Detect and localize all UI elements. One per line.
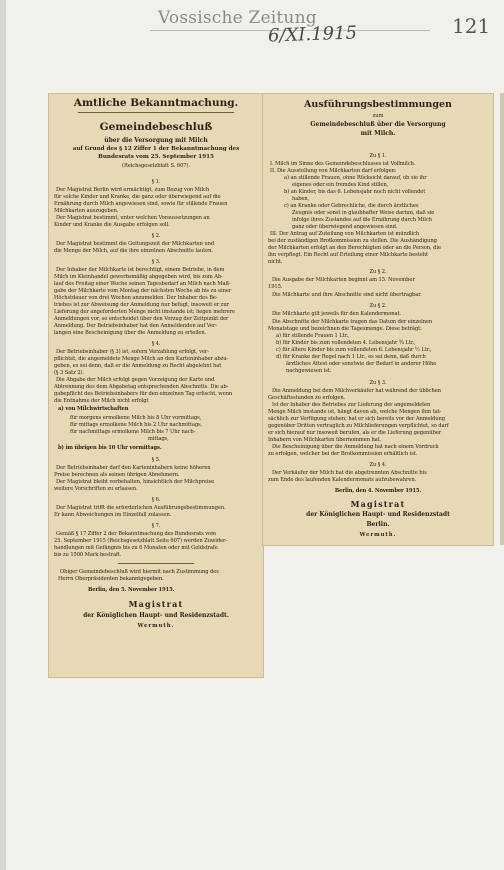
text-line: langen eine Bescheinigung über die Anmeldung zu erteilen. — [54, 330, 207, 336]
text-line: a) für stillende Frauen 1 Ltr., — [276, 333, 350, 339]
text-line: b) im übrigen bis 10 Uhr vormittags. — [58, 445, 162, 451]
right-subtitle-2: mit Milch. — [360, 130, 396, 137]
text-line: zu erfolgen, welcher bei der Brotkommission erhältlich ist. — [268, 451, 418, 457]
text-line: Die Bescheinigung über die Anmeldung hat nach einem Vordruck — [272, 444, 439, 450]
text-line: 1915. — [268, 284, 283, 290]
text-line: Der Betriebsinhaber darf den Karteninhabern keine höheren — [56, 465, 211, 471]
text-line: Herrn Oberpräsidenten bekanntgegeben. — [58, 576, 164, 582]
text-line: bei der zuständigen Brotkommission zu stellen. Die Aushändigung — [268, 238, 437, 244]
text-line: Die Anmeldung bei dem Milchverkäufer hat während der üblichen — [272, 388, 441, 394]
left-basis-3: (Reichsgesetzblatt S. 607). — [122, 163, 190, 169]
text-line: mittags, — [148, 436, 169, 442]
text-line: Ist der Inhaber des Betriebes zur Lieferung der angemeldeten — [272, 402, 431, 408]
text-line: Der Verkäufer der Milch hat die abgetrennten Abschnitte bis — [272, 470, 427, 476]
text-line: haben, — [292, 196, 310, 202]
text-line: Monatstage und bezeichnen die Tagesmenge. Diese beträgt: — [268, 326, 422, 332]
text-line: Der Magistrat bestimmt, unter welchen Voraussetzungen an — [56, 215, 210, 221]
text-line: die Menge der Milch, auf die ihre einzelnen Abschnitte lauten. — [54, 248, 213, 254]
section-heading: Zu § 4. — [369, 462, 387, 468]
section-heading: Zu § 1. — [369, 153, 387, 159]
text-line: pflichtet, die angemeldete Menge Milch an den Karteninhaber abzu- — [54, 356, 229, 362]
text-line: Ernährung durch Milch angewiesen sind, sowie für stillende Frauen — [54, 201, 228, 207]
text-line: triebes ist zur Abweisung der Anmeldung nur befugt, insoweit er zur — [54, 302, 229, 308]
text-line: b) an Kinder, bis das 6. Lebensjahr noch nicht vollendet — [284, 189, 426, 195]
sheet-edge — [0, 0, 6, 870]
text-line: gabepflicht des Betriebsinhabers für den einzelnen Tag erlischt, wenn — [54, 391, 233, 397]
text-line: 25. September 1915 (Reichsgesetzblatt Seite 607) werden Zuwider- — [54, 538, 227, 544]
text-line: infolge ihres Zustandes auf die Ernährung durch Milch — [292, 217, 432, 223]
text-line: c) an Kranke oder Gebrechliche, die durch ärztliches — [284, 203, 419, 209]
text-line: Anmeldung. Der Betriebsinhaber hat den Anmeldenden auf Ver- — [54, 323, 217, 329]
text-line: Preise berechnen als seinen übrigen Abnehmern. — [54, 472, 180, 478]
text-line: Kinder und Kranke die Ausgabe erfolgen soll. — [54, 222, 170, 228]
left-basis-1: auf Grund des § 12 Ziffer 1 der Bekanntmachung des — [72, 146, 240, 152]
divider — [78, 112, 234, 113]
text-line: Die Milchkarte und ihre Abschnitte sind nicht übertragbar. — [272, 292, 422, 298]
text-line: d) für Kranke der Regel nach 1 Ltr., es sei denn, daß durch — [276, 354, 426, 360]
divider — [118, 563, 194, 564]
text-line: handlungen mit Gefängnis bis zu 6 Monaten oder mit Geldstrafe — [54, 545, 218, 551]
signature-authority: Magistrat — [128, 599, 184, 609]
text-line: Der Magistrat bestimmt die Geltungszeit der Milchkarten und — [56, 241, 215, 247]
text-line: lauf des Freitag einer Woche seinen Tagesbedarf an Milch nach Maß- — [54, 281, 231, 287]
text-line: a) an stillende Frauen, ohne Rücksicht darauf, ob sie ihr — [284, 175, 427, 181]
text-line: für mittags ermolkene Milch bis 2 Uhr nachmittags, — [70, 422, 203, 428]
text-line: ärztliches Attest oder sonstwie der Bedarf in anderer Höhe — [286, 361, 437, 367]
text-line: Obiger Gemeindebeschluß wird hiermit nach Zustimmung des — [60, 569, 219, 575]
text-line: nachgewiesen ist. — [286, 368, 332, 374]
text-line: Der Inhaber der Milchkarte ist berechtigt, einem Betriebe, in dem — [56, 267, 225, 273]
text-line: Zeugnis oder sonst in glaubhafter Weise dartun, daß sie — [292, 210, 435, 216]
text-line: sächlich zur Verfügung stehen; hat er sich bereits vor der Anmeldung — [268, 416, 445, 422]
text-line: er sich hierauf nur insoweit berufen, als er die Lieferung gegenüber — [268, 430, 442, 436]
text-line: weitere Vorschriften zu erlassen. — [54, 486, 138, 492]
text-line: Milchkarten auszugeben. — [54, 208, 119, 214]
text-line: b) für Kinder bis zum vollendeten 4. Lebensjahr ¾ Ltr., — [276, 340, 416, 346]
text-line: III. Der Antrag auf Zuteilung von Milchkarten ist mündlich — [270, 231, 420, 237]
text-line: Anmeldungen vor, so entscheidet über den Vorzug der Zeitpunkt der — [54, 316, 229, 322]
right-clipping — [262, 93, 494, 546]
right-subtitle: Gemeindebeschluß über die Versorgung — [310, 121, 446, 128]
text-line: Der Magistrat trifft die erforderlichen Ausführungsbestimmungen. — [56, 505, 226, 511]
text-line: Der Magistrat bleibt vorbehalten, hinsichtlich der Milchpreise — [56, 479, 215, 485]
section-heading: § 2. — [151, 233, 161, 239]
text-line: zum Ende des laufenden Kalendermonats aufzubewahren. — [268, 477, 417, 483]
section-heading: § 1. — [151, 179, 161, 185]
publication-date: Berlin, den 5. November 1915. — [88, 587, 175, 593]
left-basis-2: Bundesrats vom 25. September 1915 — [98, 154, 214, 160]
signature-authority: Magistrat — [350, 499, 406, 509]
text-line: (§ 3 Satz 2). — [54, 370, 85, 376]
text-line: Inhabern von Milchkarten übernommen hat. — [268, 437, 382, 443]
section-heading: Zu § 2. — [369, 269, 387, 275]
text-line: für nachmittags ermolkene Milch bis 7 Uhr nach- — [70, 429, 196, 435]
text-line: eigenes oder ein fremdes Kind stillen, — [292, 182, 389, 188]
text-line: Höchstdauer von drei Wochen anzumelden. Der Inhaber des Be- — [54, 295, 218, 301]
text-line: II. Die Ausstellung von Milchkarten darf erfolgen: — [270, 168, 397, 174]
text-line: gabe der Milchkarte vom Montag der nächsten Woche ab bis zu einer — [54, 288, 232, 294]
text-line: gegenüber Dritten vertraglich zu Milchlieferungen verpflichtet, so darf — [268, 423, 449, 429]
text-line: Der Betriebsinhaber (§ 3) ist, sofern Verzahlung erfolgt, ver- — [56, 349, 209, 355]
right-title: Ausführungsbestimmungen — [304, 99, 452, 110]
section-heading: § 3. — [151, 259, 161, 265]
handwritten-date: 6/XI.1915 — [267, 22, 358, 47]
left-subtitle-2: über die Versorgung mit Milch — [104, 137, 208, 144]
left-clipping — [48, 93, 264, 678]
section-heading: § 7. — [151, 523, 161, 529]
publication-date: Berlin, den 4. November 1915. — [334, 488, 422, 494]
section-heading: § 4. — [151, 341, 161, 347]
text-line: ihn verpflegt. Ein Recht auf Erteilung einer Milchkarte besteht — [268, 252, 428, 258]
text-line: bis zu 1500 Mark bestraft. — [54, 552, 122, 558]
left-subtitle: Gemeindebeschluß — [99, 121, 213, 133]
text-line: Geschäftsstunden zu erfolgen. — [268, 395, 346, 401]
text-line: Abtrennung des dem Abgabetag entsprechenden Abschnitts. Die ab- — [54, 384, 229, 390]
text-line: Er kann Abweichungen im Einzelfall zulassen. — [54, 512, 172, 518]
newspaper-title: Vossische Zeitung — [158, 8, 317, 28]
signature-line: der Königlichen Haupt- und Residenzstadt. — [83, 612, 229, 619]
text-line: Milch im Kleinhandel gewerbsmäßig abgegeben wird, bis zum Ab- — [54, 274, 223, 280]
left-title: Amtliche Bekanntmachung. — [73, 97, 239, 109]
text-line: Die Milchkarte gilt jeweils für den Kalendermonat. — [272, 311, 402, 317]
text-line: Der Magistrat Berlin wird ermächtigt, zum Bezug von Milch — [56, 187, 210, 193]
right-zum: zum — [372, 113, 384, 119]
text-line: a) von Milchwirtschaften — [58, 406, 129, 412]
signature-name: Wermuth. — [359, 532, 397, 538]
section-heading: § 5. — [151, 457, 161, 463]
section-heading: Zu § 2. — [369, 303, 387, 309]
signature-name: Wermuth. — [137, 623, 175, 629]
signature-line: der Königlichen Haupt- und Residenzstadt — [306, 511, 450, 518]
text-line: nicht. — [268, 259, 283, 265]
text-line: der Milchkarten erfolgt an den Berechtigten oder an die Person, die — [268, 245, 441, 251]
signature-line: Berlin. — [366, 521, 390, 528]
text-line: geben, es sei denn, daß er die Anmeldung zu Recht abgelehnt hat — [54, 363, 222, 369]
page-edge-tab — [500, 93, 504, 545]
text-line: Die Abgabe der Milch erfolgt gegen Vorzeigung der Karte und — [56, 377, 215, 383]
text-line: Die Ausgabe der Milchkarten beginnt am 15. November — [272, 277, 415, 283]
text-line: c) für ältere Kinder bis zum vollendeten 6. Lebensjahr ½ Ltr., — [276, 347, 432, 353]
section-heading: Zu § 3. — [369, 380, 387, 386]
section-heading: § 6. — [151, 497, 161, 503]
text-line: für solche Kinder und Kranke, die ganz oder überwiegend auf die — [54, 194, 221, 200]
text-line: Die Abschnitte der Milchkarte tragen das Datum der einzelnen — [272, 319, 433, 325]
text-line: ganz oder überwiegend angewiesen sind. — [292, 224, 398, 230]
text-line: Gemäß § 17 Ziffer 2 der Bekanntmachung des Bundesrats vom — [56, 531, 216, 537]
text-line: I. Milch im Sinne des Gemeindebeschlusses ist Vollmilch. — [270, 161, 416, 167]
page-number: 121 — [452, 14, 491, 38]
text-line: die Entnahme der Milch nicht erfolgt — [54, 398, 149, 404]
text-line: Lieferung der angeforderten Menge nicht imstande ist; liegen mehrere — [54, 309, 235, 315]
text-line: Menge Milch imstande ist, hängt davon ab, welche Mengen ihm tat- — [268, 409, 442, 415]
text-line: für morgens ermolkene Milch bis 8 Uhr vormittags, — [70, 415, 202, 421]
